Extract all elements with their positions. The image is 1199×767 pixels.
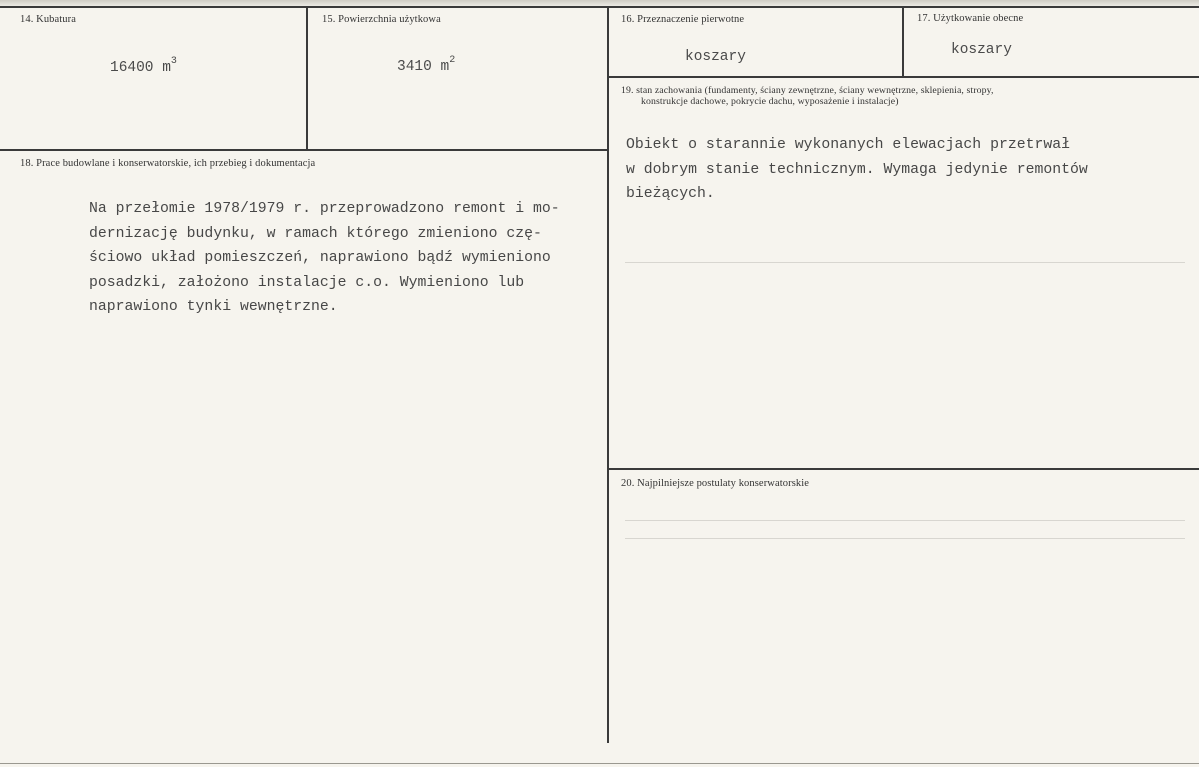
field-16-label: 16. Przeznaczenie pierwotne — [621, 14, 745, 25]
line-above-20 — [608, 468, 1199, 470]
field-14-label: 14. Kubatura — [20, 14, 77, 25]
field-16-value: koszary — [685, 49, 746, 65]
bottom-border-line — [0, 763, 1199, 764]
field-19-text: Obiekt o starannie wykonanych elewacjach przetrwał w dobrym stanie technicznym. Wymaga jedynie remontów bieżących. — [626, 137, 1088, 202]
field-18-text: Na przełomie 1978/1979 r. przeprowadzono remont i mo- dernizację budynku, w ramach którego zmieniono czę- ściowo układ pomieszczeń, naprawiono bądź wymieniono posadzki, założono instalacje c.o. Wymieniono lub naprawiono tynki wewnętrzne. — [89, 201, 560, 315]
line-below-16-17 — [608, 76, 1199, 78]
powierzchnia-unit-sup: 2 — [449, 55, 456, 67]
powierzchnia-value: 3410 m — [397, 59, 450, 75]
field-15-value — [397, 55, 456, 75]
top-border-line — [0, 6, 1199, 8]
field-17-value: koszary — [951, 42, 1012, 58]
bleed-line — [625, 262, 1185, 263]
kubatura-unit-sup: 3 — [170, 56, 177, 68]
field-20-label: 20. Najpilniejsze postulaty konserwatorskie — [621, 478, 810, 489]
field-18-label: 18. Prace budowlane i konserwatorskie, ich przebieg i dokumentacja — [20, 158, 316, 169]
kubatura-value: 16400 m — [110, 60, 171, 76]
bleed-line — [625, 520, 1185, 521]
divider-14-15 — [306, 7, 308, 150]
field-14-value — [110, 56, 177, 76]
field-17-label: 17. Użytkowanie obecne — [917, 13, 1024, 24]
field-19-label-line2: konstrukcje dachowe, pokrycie dachu, wyposażenie i instalacje) — [641, 96, 899, 107]
main-vertical-divider — [607, 7, 609, 743]
field-15-label: 15. Powierzchnia użytkowa — [322, 14, 441, 25]
field-19-label-line1: 19. stan zachowania (fundamenty, ściany zewnętrzne, ściany wewnętrzne, sklepienia, stropy, — [621, 85, 994, 96]
divider-16-17 — [902, 7, 904, 77]
line-below-14-15 — [0, 149, 608, 151]
bleed-line — [625, 538, 1185, 539]
